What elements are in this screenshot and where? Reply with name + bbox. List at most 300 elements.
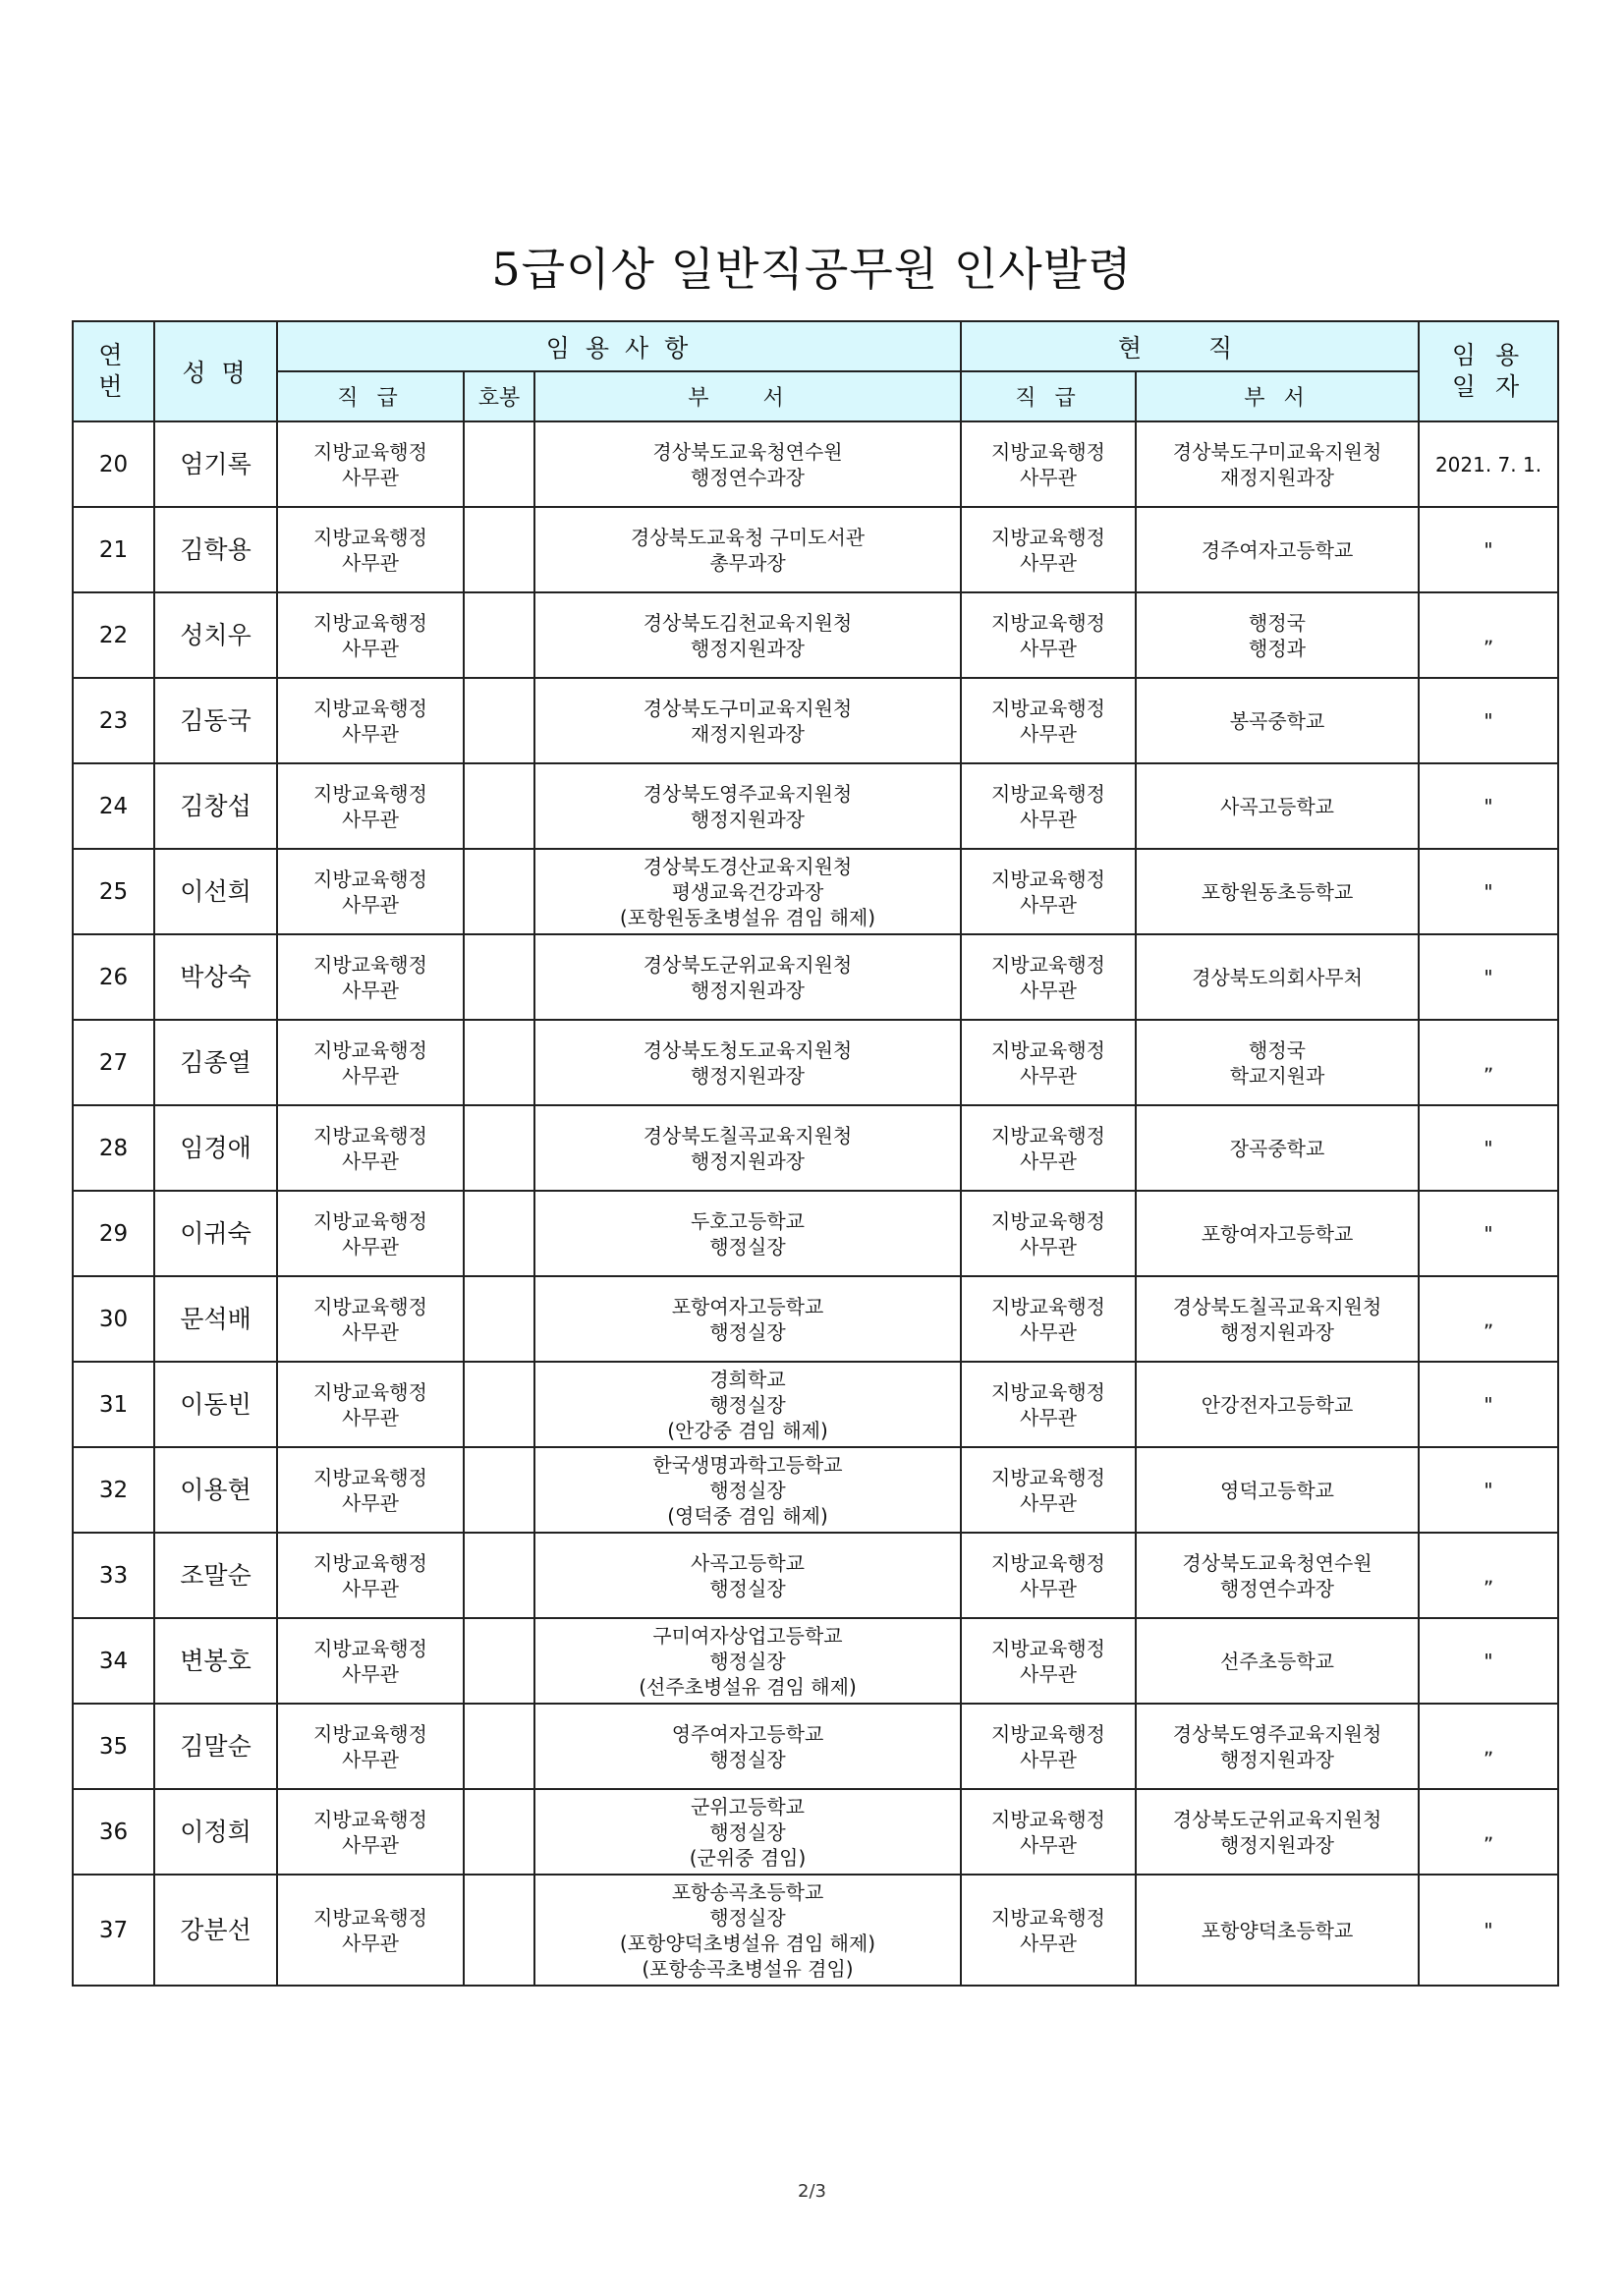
- cell-dept-line: 행정실장: [709, 1747, 786, 1771]
- table-row: [73, 1789, 1558, 1875]
- cell-current-dept-line: 행정국: [1249, 1037, 1306, 1062]
- cell-current-dept-line: 안강전자고등학교: [1201, 1392, 1354, 1417]
- cell-date: ": [1419, 849, 1558, 934]
- cell-current-rank-line: 사무관: [1020, 550, 1077, 575]
- cell-no: 20: [73, 421, 154, 507]
- cell-current-rank: [961, 1704, 1136, 1789]
- col-header-grade: 호봉: [464, 371, 534, 421]
- cell-dept-line: 경상북도구미교육지원청: [643, 696, 853, 720]
- cell-dept-line: 경상북도김천교육지원청: [643, 610, 853, 635]
- cell-dept-line: 행정연수과장: [691, 465, 805, 489]
- cell-rank: [277, 1105, 464, 1191]
- cell-dept-line: 경상북도경산교육지원청: [643, 854, 853, 878]
- cell-rank-line: 사무관: [342, 1490, 399, 1515]
- cell-current-rank-line: 지방교육행정: [991, 439, 1105, 464]
- cell-name: 문석배: [154, 1276, 277, 1362]
- cell-current-dept-line: 영덕고등학교: [1220, 1478, 1334, 1502]
- page-title: 5급이상 일반직공무원 인사발령: [491, 243, 1133, 296]
- cell-dept-line: 행정지원과장: [691, 636, 805, 660]
- cell-current-dept-line: 봉곡중학교: [1229, 708, 1325, 733]
- cell-dept-line: 평생교육건강과장: [671, 879, 824, 904]
- cell-current-rank: [961, 763, 1136, 849]
- cell-current-dept: [1136, 421, 1419, 507]
- cell-dept: [534, 1276, 961, 1362]
- cell-current-rank-line: 사무관: [1020, 807, 1077, 831]
- cell-current-rank-line: 사무관: [1020, 636, 1077, 660]
- cell-rank-line: 지방교육행정: [313, 696, 427, 720]
- cell-current-dept: [1136, 1875, 1419, 1986]
- cell-rank: [277, 507, 464, 592]
- cell-name: 김말순: [154, 1704, 277, 1789]
- cell-rank-line: 사무관: [342, 1576, 399, 1600]
- cell-name: 김창섭: [154, 763, 277, 849]
- cell-rank: [277, 1362, 464, 1447]
- cell-dept: [534, 678, 961, 763]
- cell-rank-line: 사무관: [342, 1931, 399, 1955]
- cell-grade: [464, 1789, 534, 1875]
- col-header-date: [1419, 321, 1558, 421]
- cell-no: 30: [73, 1276, 154, 1362]
- cell-current-dept-line: 경주여자고등학교: [1201, 537, 1354, 562]
- col-header-dept: 부 서: [534, 371, 961, 421]
- table-row: [73, 1276, 1558, 1362]
- cell-current-rank-line: 지방교육행정: [991, 1465, 1105, 1489]
- cell-rank: [277, 849, 464, 934]
- cell-current-rank-line: 사무관: [1020, 978, 1077, 1002]
- cell-rank: [277, 1447, 464, 1533]
- table-row: [73, 1533, 1558, 1618]
- cell-name: 성치우: [154, 592, 277, 678]
- cell-dept: [534, 1362, 961, 1447]
- col-header-current-rank: 직 급: [961, 371, 1136, 421]
- cell-date: „: [1419, 1789, 1558, 1875]
- cell-rank-line: 사무관: [342, 1405, 399, 1429]
- table-row: [73, 592, 1558, 678]
- cell-current-dept-line: 장곡중학교: [1229, 1136, 1325, 1160]
- cell-date: ": [1419, 763, 1558, 849]
- cell-dept-line: 총무과장: [709, 550, 786, 575]
- cell-dept: [534, 934, 961, 1020]
- cell-dept-line: 경상북도교육청연수원: [652, 439, 843, 464]
- cell-current-rank: [961, 1618, 1136, 1704]
- cell-dept-line: 행정지원과장: [691, 807, 805, 831]
- cell-current-rank: [961, 592, 1136, 678]
- cell-no: 24: [73, 763, 154, 849]
- table-row: [73, 1447, 1558, 1533]
- cell-dept-line: 경상북도칠곡교육지원청: [643, 1123, 853, 1148]
- cell-current-rank: [961, 934, 1136, 1020]
- cell-dept-line: 포항여자고등학교: [671, 1294, 824, 1318]
- cell-current-rank-line: 사무관: [1020, 1832, 1077, 1857]
- cell-current-dept: [1136, 1704, 1419, 1789]
- cell-dept-line: 두호고등학교: [691, 1208, 805, 1233]
- table-row: [73, 1191, 1558, 1276]
- cell-current-dept: [1136, 1191, 1419, 1276]
- cell-dept: [534, 592, 961, 678]
- cell-dept: [534, 1105, 961, 1191]
- cell-current-dept: [1136, 763, 1419, 849]
- cell-current-dept-line: 포항양덕초등학교: [1201, 1918, 1354, 1942]
- cell-rank: [277, 1875, 464, 1986]
- cell-rank-line: 지방교육행정: [313, 439, 427, 464]
- cell-dept-line: 행정실장: [709, 1576, 786, 1600]
- cell-dept: [534, 1447, 961, 1533]
- cell-date: ": [1419, 1447, 1558, 1533]
- col-header-date-line: 일 자: [1451, 372, 1526, 401]
- cell-name: 이용현: [154, 1447, 277, 1533]
- table-row: [73, 421, 1558, 507]
- cell-date: „: [1419, 1020, 1558, 1105]
- cell-current-rank-line: 지방교육행정: [991, 610, 1105, 635]
- cell-dept-line: 경상북도청도교육지원청: [643, 1037, 853, 1062]
- cell-rank: [277, 763, 464, 849]
- page-number: 2/3: [798, 2181, 826, 2202]
- cell-current-rank: [961, 1447, 1136, 1533]
- cell-dept-line: 행정실장: [709, 1319, 786, 1344]
- cell-dept-line: 행정지원과장: [691, 1148, 805, 1173]
- cell-date: ": [1419, 1362, 1558, 1447]
- cell-no: 36: [73, 1789, 154, 1875]
- cell-dept-line: 행정실장: [709, 1478, 786, 1502]
- cell-current-rank: [961, 507, 1136, 592]
- cell-dept-line: 사곡고등학교: [691, 1550, 805, 1575]
- col-header-no-line: 번: [98, 372, 129, 401]
- cell-dept-line: 행정실장: [709, 1905, 786, 1930]
- cell-rank-line: 지방교육행정: [313, 525, 427, 549]
- cell-no: 21: [73, 507, 154, 592]
- col-header-current-dept: 부 서: [1136, 371, 1419, 421]
- table-row: [73, 849, 1558, 934]
- cell-current-rank-line: 사무관: [1020, 1747, 1077, 1771]
- cell-rank-line: 지방교육행정: [313, 1123, 427, 1148]
- cell-current-rank-line: 지방교육행정: [991, 1208, 1105, 1233]
- cell-date: „: [1419, 592, 1558, 678]
- cell-no: 29: [73, 1191, 154, 1276]
- cell-grade: [464, 1105, 534, 1191]
- cell-dept-line: 경상북도영주교육지원청: [643, 781, 853, 806]
- col-header-no: [73, 321, 154, 421]
- cell-current-rank-line: 지방교육행정: [991, 1294, 1105, 1318]
- cell-current-dept: [1136, 1020, 1419, 1105]
- cell-name: 이선희: [154, 849, 277, 934]
- cell-no: 26: [73, 934, 154, 1020]
- cell-rank-line: 지방교육행정: [313, 1905, 427, 1930]
- cell-current-dept-line: 행정국: [1249, 610, 1306, 635]
- cell-current-dept-line: 행정지원과장: [1220, 1832, 1334, 1857]
- cell-current-rank: [961, 849, 1136, 934]
- cell-dept: [534, 763, 961, 849]
- cell-rank: [277, 592, 464, 678]
- cell-dept-line: (포항송곡초병설유 겸임): [642, 1956, 854, 1981]
- col-header-rank: 직 급: [277, 371, 464, 421]
- cell-rank: [277, 1789, 464, 1875]
- cell-rank-line: 지방교육행정: [313, 610, 427, 635]
- cell-grade: [464, 592, 534, 678]
- cell-rank-line: 지방교육행정: [313, 781, 427, 806]
- cell-rank-line: 사무관: [342, 1661, 399, 1686]
- cell-rank-line: 지방교육행정: [313, 1807, 427, 1831]
- cell-no: 27: [73, 1020, 154, 1105]
- cell-grade: [464, 763, 534, 849]
- cell-current-rank: [961, 1789, 1136, 1875]
- cell-grade: [464, 1618, 534, 1704]
- cell-dept: [534, 1704, 961, 1789]
- cell-current-rank-line: 사무관: [1020, 1490, 1077, 1515]
- cell-rank-line: 지방교육행정: [313, 1550, 427, 1575]
- cell-current-rank-line: 지방교육행정: [991, 1037, 1105, 1062]
- cell-dept: [534, 507, 961, 592]
- cell-rank-line: 지방교육행정: [313, 1721, 427, 1746]
- cell-no: 25: [73, 849, 154, 934]
- cell-date: ": [1419, 1105, 1558, 1191]
- cell-name: 박상숙: [154, 934, 277, 1020]
- cell-dept-line: 행정실장: [709, 1234, 786, 1259]
- cell-current-dept: [1136, 1789, 1419, 1875]
- cell-grade: [464, 1704, 534, 1789]
- cell-current-rank-line: 지방교육행정: [991, 952, 1105, 977]
- cell-current-rank-line: 지방교육행정: [991, 1636, 1105, 1660]
- col-header-no-line: 연: [98, 341, 129, 369]
- cell-name: 엄기록: [154, 421, 277, 507]
- cell-date: ": [1419, 1618, 1558, 1704]
- cell-current-rank-line: 사무관: [1020, 721, 1077, 746]
- cell-no: 35: [73, 1704, 154, 1789]
- cell-current-dept-line: 사곡고등학교: [1220, 794, 1334, 818]
- cell-no: 31: [73, 1362, 154, 1447]
- cell-current-rank: [961, 1276, 1136, 1362]
- cell-current-dept: [1136, 1105, 1419, 1191]
- cell-current-rank: [961, 1191, 1136, 1276]
- cell-current-rank-line: 지방교육행정: [991, 1905, 1105, 1930]
- cell-grade: [464, 1362, 534, 1447]
- cell-current-rank-line: 사무관: [1020, 1148, 1077, 1173]
- cell-grade: [464, 1020, 534, 1105]
- table-row: [73, 678, 1558, 763]
- cell-current-rank-line: 지방교육행정: [991, 696, 1105, 720]
- cell-dept-line: 경상북도교육청 구미도서관: [630, 525, 866, 549]
- cell-rank-line: 지방교육행정: [313, 1379, 427, 1404]
- cell-no: 37: [73, 1875, 154, 1986]
- cell-rank: [277, 1191, 464, 1276]
- cell-no: 34: [73, 1618, 154, 1704]
- cell-current-rank-line: 사무관: [1020, 465, 1077, 489]
- cell-rank-line: 사무관: [342, 550, 399, 575]
- cell-grade: [464, 934, 534, 1020]
- cell-rank-line: 사무관: [342, 721, 399, 746]
- cell-dept: [534, 849, 961, 934]
- cell-current-dept: [1136, 678, 1419, 763]
- cell-no: 28: [73, 1105, 154, 1191]
- cell-name: 김학용: [154, 507, 277, 592]
- cell-rank-line: 지방교육행정: [313, 1636, 427, 1660]
- cell-current-rank-line: 지방교육행정: [991, 1550, 1105, 1575]
- cell-dept-line: 행정실장: [709, 1392, 786, 1417]
- cell-dept-line: (선주초병설유 겸임 해제): [639, 1674, 857, 1699]
- cell-current-rank: [961, 678, 1136, 763]
- cell-rank: [277, 1533, 464, 1618]
- cell-rank-line: 지방교육행정: [313, 952, 427, 977]
- cell-current-dept: [1136, 849, 1419, 934]
- cell-current-dept-line: 선주초등학교: [1220, 1649, 1334, 1673]
- cell-current-dept-line: 행정지원과장: [1220, 1319, 1334, 1344]
- cell-grade: [464, 1191, 534, 1276]
- cell-date: ": [1419, 934, 1558, 1020]
- cell-rank: [277, 1276, 464, 1362]
- table-row: [73, 1704, 1558, 1789]
- cell-grade: [464, 1533, 534, 1618]
- cell-grade: [464, 1447, 534, 1533]
- cell-current-rank-line: 지방교육행정: [991, 867, 1105, 891]
- cell-name: 김종열: [154, 1020, 277, 1105]
- cell-name: 김동국: [154, 678, 277, 763]
- cell-dept-line: 구미여자상업고등학교: [652, 1623, 843, 1648]
- table-row: [73, 1105, 1558, 1191]
- cell-current-dept-line: 경상북도구미교육지원청: [1172, 439, 1382, 464]
- table-row: [73, 507, 1558, 592]
- cell-dept-line: (영덕중 겸임 해제): [667, 1503, 828, 1528]
- cell-grade: [464, 421, 534, 507]
- cell-date: ": [1419, 678, 1558, 763]
- cell-current-dept-line: 경상북도칠곡교육지원청: [1172, 1294, 1382, 1318]
- cell-dept-line: (포항양덕초병설유 겸임 해제): [619, 1931, 876, 1955]
- cell-current-rank-line: 사무관: [1020, 1063, 1077, 1088]
- col-header-name: 성 명: [154, 321, 277, 421]
- cell-dept-line: 행정실장: [709, 1649, 786, 1673]
- cell-rank-line: 지방교육행정: [313, 1037, 427, 1062]
- cell-current-rank-line: 사무관: [1020, 1661, 1077, 1686]
- cell-current-dept: [1136, 507, 1419, 592]
- cell-dept-line: 포항송곡초등학교: [671, 1879, 824, 1904]
- cell-current-dept-line: 경상북도군위교육지원청: [1172, 1807, 1382, 1831]
- cell-current-dept: [1136, 1276, 1419, 1362]
- cell-dept: [534, 1191, 961, 1276]
- cell-rank-line: 사무관: [342, 978, 399, 1002]
- cell-grade: [464, 849, 534, 934]
- cell-current-dept-line: 경상북도의회사무처: [1192, 965, 1363, 989]
- cell-no: 22: [73, 592, 154, 678]
- cell-grade: [464, 507, 534, 592]
- cell-current-rank: [961, 1875, 1136, 1986]
- cell-current-dept-line: 행정지원과장: [1220, 1747, 1334, 1771]
- cell-rank-line: 사무관: [342, 1319, 399, 1344]
- appointment-table: [72, 320, 1559, 1987]
- cell-dept-line: 한국생명과학고등학교: [652, 1452, 843, 1477]
- cell-current-dept-line: 행정연수과장: [1220, 1576, 1334, 1600]
- cell-dept-line: 군위고등학교: [691, 1794, 805, 1819]
- group-header-appointment: 임 용 사 항: [277, 321, 961, 371]
- cell-rank: [277, 421, 464, 507]
- cell-name: 이정희: [154, 1789, 277, 1875]
- cell-rank-line: 지방교육행정: [313, 1294, 427, 1318]
- cell-dept: [534, 1789, 961, 1875]
- cell-current-rank-line: 사무관: [1020, 892, 1077, 917]
- cell-grade: [464, 1875, 534, 1986]
- cell-rank-line: 사무관: [342, 465, 399, 489]
- cell-dept-line: 행정실장: [709, 1820, 786, 1844]
- cell-grade: [464, 1276, 534, 1362]
- cell-current-rank-line: 사무관: [1020, 1576, 1077, 1600]
- cell-date: ": [1419, 1191, 1558, 1276]
- cell-current-dept-line: 학교지원과: [1229, 1063, 1325, 1088]
- col-header-date-line: 임 용: [1451, 341, 1526, 369]
- cell-dept: [534, 1020, 961, 1105]
- cell-current-rank-line: 지방교육행정: [991, 781, 1105, 806]
- cell-name: 임경애: [154, 1105, 277, 1191]
- cell-name: 변봉호: [154, 1618, 277, 1704]
- cell-rank: [277, 678, 464, 763]
- cell-rank: [277, 1618, 464, 1704]
- cell-date: ": [1419, 507, 1558, 592]
- cell-dept-line: 경상북도군위교육지원청: [643, 952, 853, 977]
- cell-current-dept-line: 포항원동초등학교: [1201, 879, 1354, 904]
- cell-current-rank-line: 사무관: [1020, 1405, 1077, 1429]
- cell-dept: [534, 421, 961, 507]
- cell-no: 23: [73, 678, 154, 763]
- cell-no: 32: [73, 1447, 154, 1533]
- cell-current-dept-line: 행정과: [1249, 636, 1306, 660]
- cell-date: „: [1419, 1704, 1558, 1789]
- group-header-current: 현 직: [961, 321, 1419, 371]
- cell-dept-line: (군위중 겸임): [689, 1845, 807, 1870]
- cell-rank-line: 사무관: [342, 1832, 399, 1857]
- cell-dept-line: 재정지원과장: [691, 721, 805, 746]
- cell-current-rank-line: 지방교육행정: [991, 1807, 1105, 1831]
- cell-current-dept: [1136, 1447, 1419, 1533]
- cell-rank-line: 지방교육행정: [313, 1465, 427, 1489]
- cell-dept-line: (안강중 겸임 해제): [667, 1418, 828, 1442]
- cell-current-dept: [1136, 592, 1419, 678]
- cell-dept-line: 영주여자고등학교: [671, 1721, 824, 1746]
- cell-rank-line: 사무관: [342, 807, 399, 831]
- cell-no: 33: [73, 1533, 154, 1618]
- cell-current-dept-line: 경상북도영주교육지원청: [1172, 1721, 1382, 1746]
- table-row: [73, 1020, 1558, 1105]
- cell-rank-line: 지방교육행정: [313, 867, 427, 891]
- cell-date: „: [1419, 1276, 1558, 1362]
- cell-name: 이동빈: [154, 1362, 277, 1447]
- cell-dept-line: 경희학교: [709, 1367, 786, 1391]
- cell-dept: [534, 1533, 961, 1618]
- cell-rank-line: 사무관: [342, 1747, 399, 1771]
- cell-current-rank-line: 사무관: [1020, 1319, 1077, 1344]
- cell-grade: [464, 678, 534, 763]
- cell-current-rank: [961, 1362, 1136, 1447]
- cell-current-dept: [1136, 1618, 1419, 1704]
- cell-current-dept-line: 재정지원과장: [1220, 465, 1334, 489]
- cell-current-dept: [1136, 934, 1419, 1020]
- cell-dept: [534, 1618, 961, 1704]
- cell-current-rank-line: 지방교육행정: [991, 525, 1105, 549]
- cell-name: 이귀숙: [154, 1191, 277, 1276]
- cell-current-dept: [1136, 1533, 1419, 1618]
- cell-rank-line: 사무관: [342, 1148, 399, 1173]
- cell-dept-line: (포항원동초병설유 겸임 해제): [619, 905, 876, 929]
- cell-dept: [534, 1875, 961, 1986]
- cell-current-rank: [961, 421, 1136, 507]
- cell-current-dept: [1136, 1362, 1419, 1447]
- cell-name: 조말순: [154, 1533, 277, 1618]
- cell-rank-line: 지방교육행정: [313, 1208, 427, 1233]
- table-row: [73, 1362, 1558, 1447]
- cell-current-rank-line: 지방교육행정: [991, 1379, 1105, 1404]
- cell-rank: [277, 1020, 464, 1105]
- table-row: [73, 763, 1558, 849]
- cell-current-rank-line: 사무관: [1020, 1234, 1077, 1259]
- cell-name: 강분선: [154, 1875, 277, 1986]
- cell-rank-line: 사무관: [342, 1063, 399, 1088]
- cell-rank-line: 사무관: [342, 1234, 399, 1259]
- table-row: [73, 1875, 1558, 1986]
